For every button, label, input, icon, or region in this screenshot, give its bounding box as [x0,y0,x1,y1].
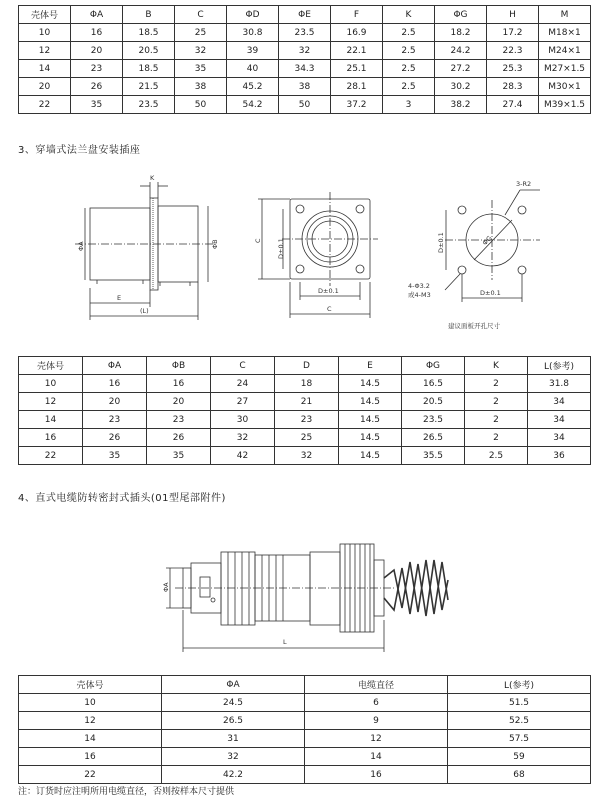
column-header: 壳体号 [19,676,162,694]
dim-phi-a-label: ΦA [77,241,85,251]
table-cell: 68 [448,766,591,784]
table-cell: 39 [227,42,279,60]
table-cell: 25.3 [487,60,539,78]
dim-hole-label: 4-Φ3.2 [408,282,430,290]
section-4-title: 4、直式电缆防转密封式插头(01型尾部附件) [18,493,226,504]
table-cell: 35 [71,96,123,114]
table-cell: 14.5 [339,429,402,447]
table-cell: M18×1 [539,24,591,42]
table-cell: 23 [147,411,211,429]
dim-phi-a-label: ΦA [162,582,170,592]
table-cell: 18 [275,375,339,393]
cable-plug-diagram [0,530,607,660]
table-cell: 23 [71,60,123,78]
dim-r2-label: 3-R2 [516,180,532,188]
table-cell: 16 [71,24,123,42]
table-cell: M24×1 [539,42,591,60]
table-cell: 20.5 [402,393,465,411]
table-cell: 14 [19,411,83,429]
column-header: ΦB [147,357,211,375]
table-cell: 32 [275,447,339,465]
table-cell: 32 [211,429,275,447]
spec-table-3 [18,675,591,784]
column-header: K [465,357,528,375]
table-cell: 23.5 [123,96,175,114]
table-cell: 22 [19,766,162,784]
table-cell: 38.2 [435,96,487,114]
table-row [19,447,591,465]
table-cell: 31.8 [528,375,591,393]
section-3-title: 3、穿墙式法兰盘安装插座 [18,145,141,156]
table-cell: 25 [175,24,227,42]
table-cell: 20 [71,42,123,60]
socket-side-view [75,182,215,320]
spec-table-1 [18,5,591,114]
dim-l-label: (L) [140,307,149,315]
table-cell: 34 [528,411,591,429]
table-cell: 20 [147,393,211,411]
table-cell: 35 [147,447,211,465]
table-cell: 16.9 [331,24,383,42]
table-cell: 2.5 [383,60,435,78]
table-cell: 17.2 [487,24,539,42]
table-cell: 30.2 [435,78,487,96]
table-cell: 14.5 [339,375,402,393]
table-cell: 35 [175,60,227,78]
table-cell: 26.5 [402,429,465,447]
table-cell: 27.4 [487,96,539,114]
table-cell: 22 [19,96,71,114]
table-cell: 20 [19,78,71,96]
table-cell: 31 [162,730,305,748]
dim-k-label: K [150,174,155,182]
table-cell: 51.5 [448,694,591,712]
table-cell: 26 [71,78,123,96]
dim-c-left-label: C [254,238,262,243]
table-cell: 10 [19,24,71,42]
table-cell: 12 [305,730,448,748]
table-cell: 2 [465,393,528,411]
table-cell: 2.5 [383,24,435,42]
table-header-row [19,6,591,24]
socket-front-view [258,192,378,318]
table-cell: 23.5 [402,411,465,429]
table-cell: 32 [279,42,331,60]
table-cell: 24.5 [162,694,305,712]
panel-cutout-view [445,190,540,302]
table-cell: 30 [211,411,275,429]
table-cell: 16 [305,766,448,784]
dim-l-label: L [283,638,287,646]
table-cell: 52.5 [448,712,591,730]
table-cell: 23 [83,411,147,429]
table-cell: 42 [211,447,275,465]
spec-table-2 [18,356,591,465]
table-cell: 14 [305,748,448,766]
column-header: ΦG [435,6,487,24]
table-cell: 32 [162,748,305,766]
table-row [19,429,591,447]
table-cell: 16 [83,375,147,393]
table-cell: 35 [83,447,147,465]
table-cell: 2.5 [383,42,435,60]
table-cell: 16 [19,429,83,447]
table-header-row [19,357,591,375]
table-cell: 32 [175,42,227,60]
table-row [19,748,591,766]
table-cell: 59 [448,748,591,766]
table-cell: M30×1 [539,78,591,96]
table-cell: 28.3 [487,78,539,96]
table-cell: M27×1.5 [539,60,591,78]
table-cell: 2 [465,411,528,429]
column-header: F [331,6,383,24]
table-cell: 38 [175,78,227,96]
table-cell: 22.3 [487,42,539,60]
table-cell: 12 [19,712,162,730]
table-cell: 24 [211,375,275,393]
column-header: K [383,6,435,24]
table-cell: 16.5 [402,375,465,393]
table-cell: 27 [211,393,275,411]
table-cell: 40 [227,60,279,78]
column-header: ΦG [402,357,465,375]
column-header: L(参考) [528,357,591,375]
table-cell: 3 [383,96,435,114]
table-cell: 14 [19,60,71,78]
table-cell: 25.1 [331,60,383,78]
table-cell: 26 [147,429,211,447]
table-cell: 25 [275,429,339,447]
table-cell: 2.5 [383,78,435,96]
table-cell: 50 [279,96,331,114]
table-cell: 23 [275,411,339,429]
table-cell: 26.5 [162,712,305,730]
table-cell: M39×1.5 [539,96,591,114]
column-header: D [275,357,339,375]
table-cell: 28.1 [331,78,383,96]
table-cell: 27.2 [435,60,487,78]
table-cell: 10 [19,694,162,712]
column-header: ΦA [162,676,305,694]
table-cell: 45.2 [227,78,279,96]
table-cell: 14.5 [339,447,402,465]
column-header: ΦD [227,6,279,24]
table-row [19,78,591,96]
table-row [19,730,591,748]
column-header: 壳体号 [19,6,71,24]
table-cell: 2.5 [465,447,528,465]
table-cell: 34 [528,393,591,411]
table-cell: 35.5 [402,447,465,465]
table-row [19,96,591,114]
dim-phi-b-label: ΦB [211,239,219,249]
dim-d-vert-label: D±0.1 [277,238,285,259]
table-cell: 54.2 [227,96,279,114]
column-header: C [211,357,275,375]
table-cell: 18.5 [123,60,175,78]
column-header: 电缆直径 [305,676,448,694]
order-note: 注：订货时应注明所用电缆直径，否则按样本尺寸提供 [18,787,235,797]
table-cell: 16 [147,375,211,393]
plug-body [166,544,448,652]
table-cell: 20 [83,393,147,411]
table-cell: 24.2 [435,42,487,60]
table-row [19,375,591,393]
table-cell: 16 [19,748,162,766]
column-header: ΦE [279,6,331,24]
table-cell: 12 [19,42,71,60]
table-cell: 14 [19,730,162,748]
table-cell: 34.3 [279,60,331,78]
table-cell: 36 [528,447,591,465]
column-header: M [539,6,591,24]
table-header-row [19,676,591,694]
table-cell: 20.5 [123,42,175,60]
table-cell: 42.2 [162,766,305,784]
table-cell: 14.5 [339,411,402,429]
table-row [19,393,591,411]
table-cell: 22.1 [331,42,383,60]
table-row [19,60,591,78]
table-cell: 38 [279,78,331,96]
column-header: 壳体号 [19,357,83,375]
table-cell: 2 [465,375,528,393]
dim-d-horiz-label: D±0.1 [318,287,339,295]
table-cell: 2 [465,429,528,447]
table-row [19,694,591,712]
table-cell: 6 [305,694,448,712]
table-cell: 18.5 [123,24,175,42]
table-cell: 57.5 [448,730,591,748]
table-cell: 21.5 [123,78,175,96]
table-cell: 34 [528,429,591,447]
table-cell: 50 [175,96,227,114]
table-row [19,712,591,730]
column-header: ΦA [83,357,147,375]
column-header: B [123,6,175,24]
dim-d-vert2-label: D±0.1 [437,232,445,253]
table-cell: 12 [19,393,83,411]
table-cell: 9 [305,712,448,730]
column-header: ΦA [71,6,123,24]
dim-phi-g-label: ΦG [480,234,494,248]
table-cell: 10 [19,375,83,393]
table-cell: 14.5 [339,393,402,411]
table-row [19,411,591,429]
flange-socket-diagram [0,170,607,340]
dim-e-label: E [117,294,122,302]
table-row [19,766,591,784]
cutout-caption: 建议面板开孔尺寸 [448,322,500,330]
dim-hole-alt-label: 或4-M3 [408,291,431,299]
table-cell: 18.2 [435,24,487,42]
table-row [19,42,591,60]
table-cell: 23.5 [279,24,331,42]
table-cell: 37.2 [331,96,383,114]
column-header: H [487,6,539,24]
column-header: E [339,357,402,375]
table-cell: 26 [83,429,147,447]
dim-d-horiz2-label: D±0.1 [480,289,501,297]
table-cell: 21 [275,393,339,411]
table-cell: 22 [19,447,83,465]
table-row [19,24,591,42]
dim-c-bottom-label: C [327,305,332,313]
table-cell: 30.8 [227,24,279,42]
column-header: C [175,6,227,24]
column-header: L(参考) [448,676,591,694]
